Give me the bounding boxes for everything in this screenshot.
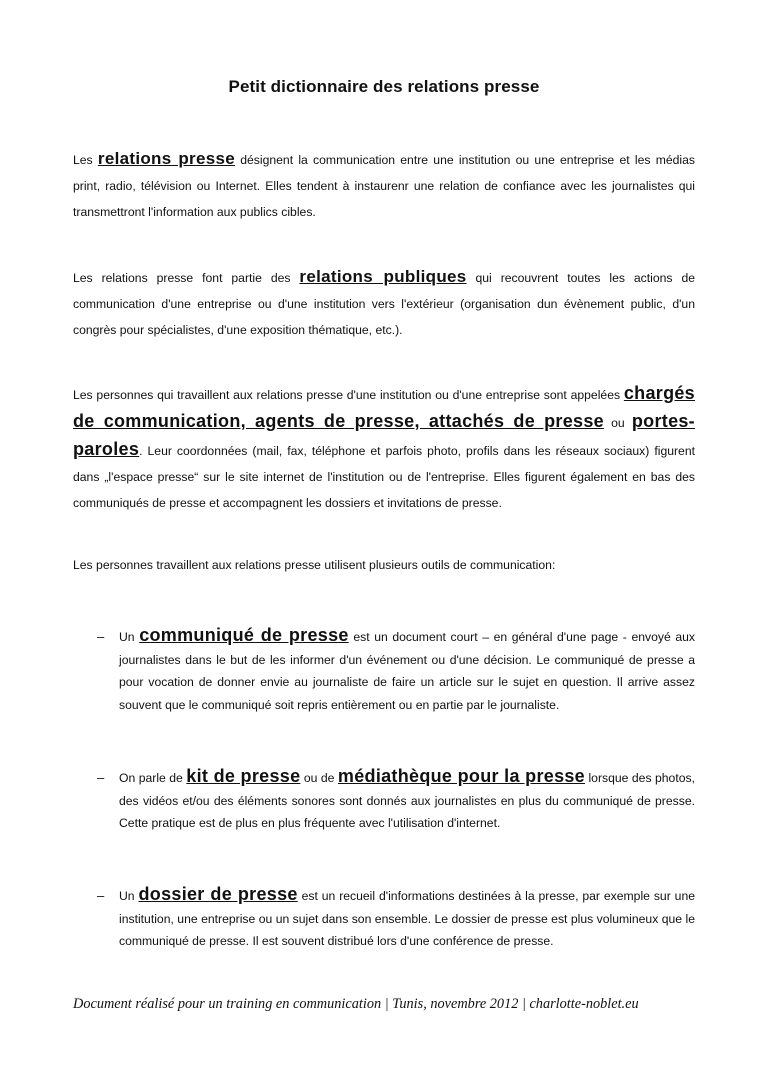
paragraph-personnes xyxy=(73,380,695,516)
list-item-text: Un xyxy=(119,889,139,903)
list-item-text: ou de xyxy=(300,771,338,785)
paragraph-text: . Leur coordonnées (mail, fax, téléphone et parfois photo, profils dans les réseaux sociaux) figurent dans „l'espace presse“ sur le site internet de l'institution ou de l'entreprise. Elles figurent également en bas des communiqués de presse et accompagnent les dossiers et invitations de presse. xyxy=(73,444,695,510)
bullet-dash: – xyxy=(97,629,105,644)
list-item-text: Un xyxy=(119,630,140,644)
page-title: Petit dictionnaire des relations presse xyxy=(228,77,540,96)
paragraph-relations-publiques xyxy=(73,264,695,343)
paragraph-relations-presse xyxy=(73,146,695,225)
term-charges-de-communication: chargés de communication, agents de presse, attachés de presse xyxy=(73,383,695,431)
paragraph-text: Les relations presse font partie des xyxy=(73,271,300,285)
term-communique-de-presse: communiqué de presse xyxy=(139,625,349,645)
paragraph-text: qui recouvrent toutes les actions de communication d'une entreprise ou d'une institution vers l'extérieur (organisation dun évènement public, d'un congrès pour spécialistes, d'une exposition thématique, etc.). xyxy=(73,271,695,337)
paragraph-text: Les personnes qui travaillent aux relations presse d'une institution ou d'une entreprise sont appelées xyxy=(73,388,624,402)
list-item-text: lorsque des photos, des vidéos et/ou des éléments sonores sont donnés aux journalistes en plus du communiqué de presse. Cette pratique est de plus en plus fréquente avec l'utilisation d'internet. xyxy=(119,771,695,830)
list-item-text: est un document court – en général d'une page - envoyé aux journalistes dans le but de les informer d'un événement ou d'une décision. Le communiqué de presse a pour vocation de donner envie au journaliste de faire un article sur le sujet en question. Il arrive assez souvent que le communiqué soit repris entièrement ou en partie par le journaliste. xyxy=(119,630,696,712)
list-item-text: est un recueil d'informations destinées à la presse, par exemple sur une institution, une entreprise ou un sujet dans son ensemble. Le dossier de presse est plus volumineux que le communiqué de presse. Il est souvent distribué lors d'une conférence de presse. xyxy=(119,889,695,948)
term-relations-publiques: relations publiques xyxy=(299,267,467,286)
bullet-dash: – xyxy=(97,888,105,903)
page-footer: Document réalisé pour un training en communication | Tunis, novembre 2012 | charlotte-noblet.eu xyxy=(73,996,639,1012)
list-item-text: On parle de xyxy=(119,771,187,785)
term-relations-presse: relations presse xyxy=(97,149,235,168)
term-mediatheque: médiathèque pour la presse xyxy=(337,766,585,786)
bullet-dash: – xyxy=(97,770,105,785)
list-item-dossier xyxy=(119,883,695,953)
paragraph-text: ou xyxy=(603,416,632,430)
list-item-communique xyxy=(119,624,695,716)
list-item-kit xyxy=(119,765,695,835)
paragraph-text: Les xyxy=(73,153,98,167)
paragraph-outils: Les personnes travaillent aux relations presse utilisent plusieurs outils de communication: xyxy=(73,558,556,572)
term-kit-de-presse: kit de presse xyxy=(186,766,301,786)
term-portes-paroles: portes-paroles xyxy=(73,411,695,459)
term-dossier-de-presse: dossier de presse xyxy=(138,884,298,904)
paragraph-text: désignent la communication entre une institution ou une entreprise et les médias print, radio, télévision ou Internet. Elles tendent à instaurenr une relation de confiance avec les journalistes qui transmettront l'information aux publics cibles. xyxy=(73,153,695,219)
